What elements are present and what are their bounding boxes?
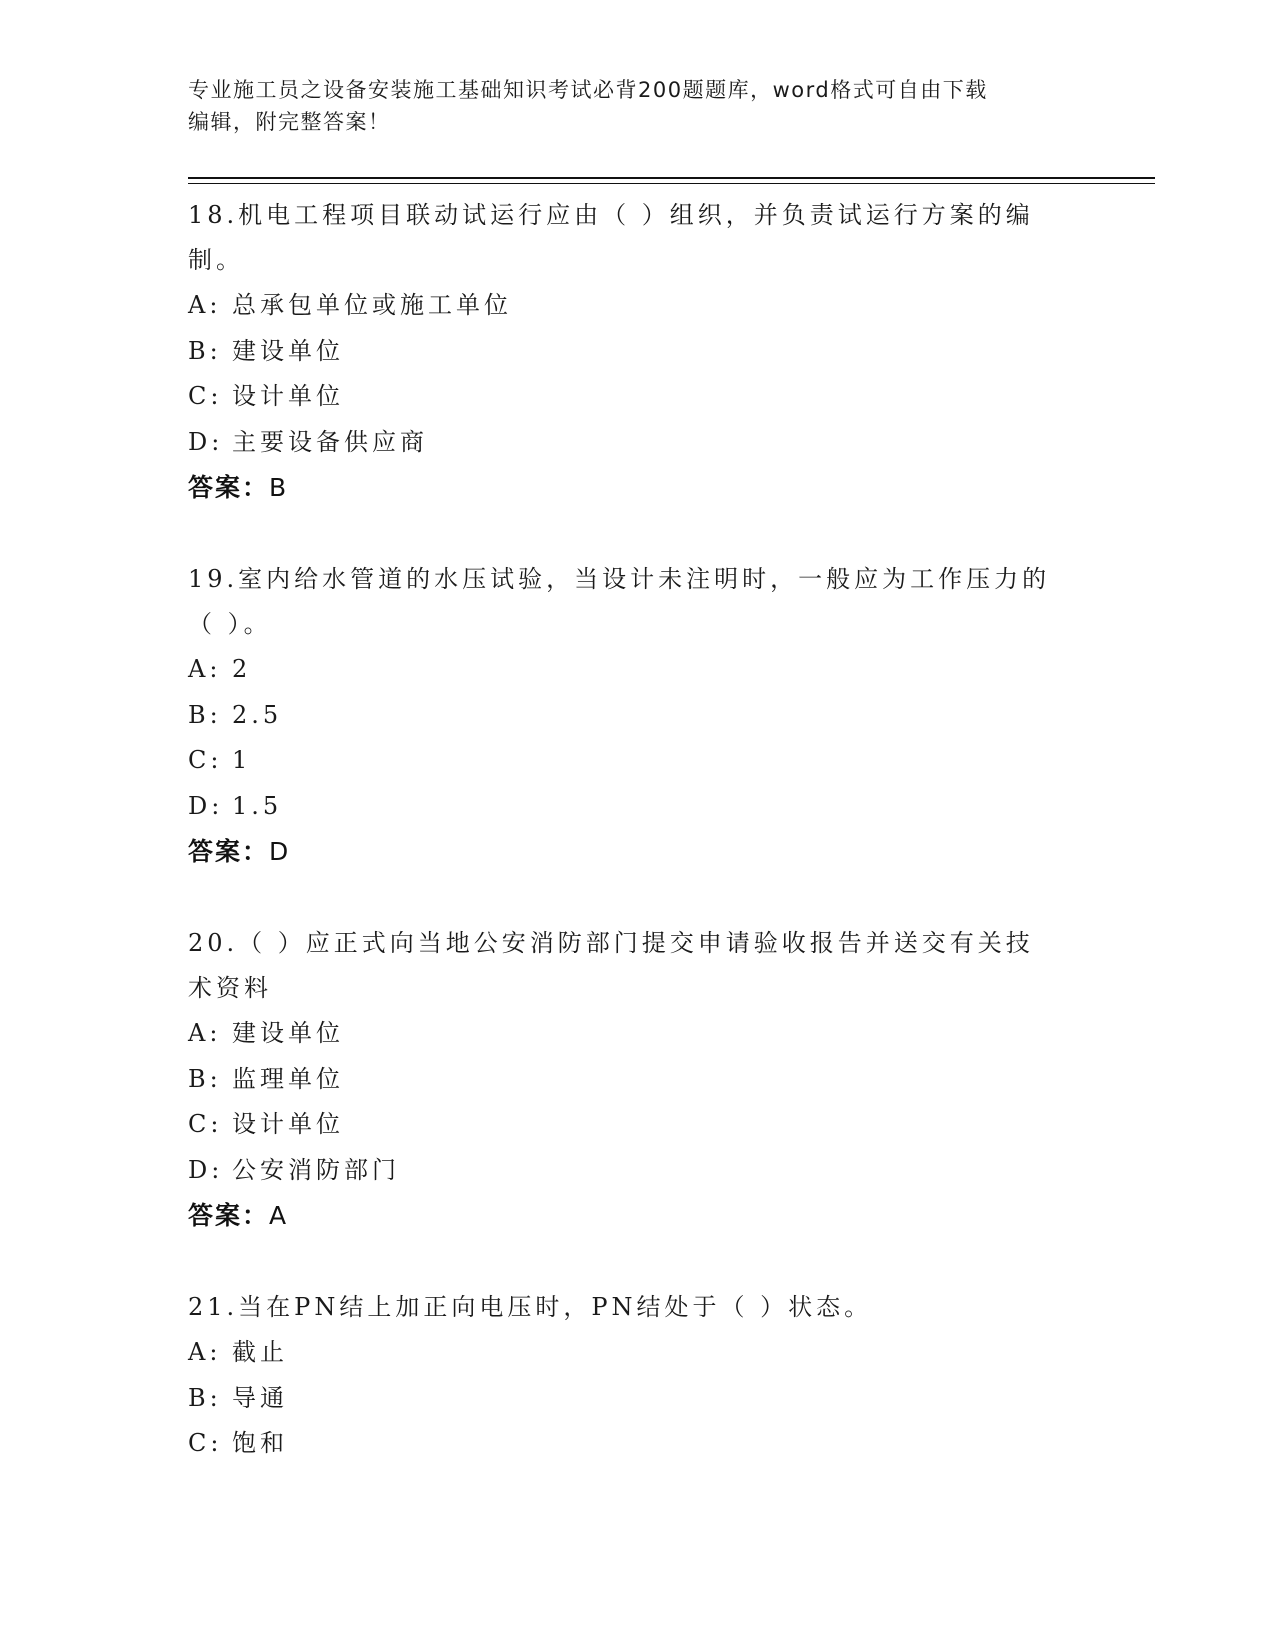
option-c (188, 1102, 1088, 1148)
question-list (188, 193, 1088, 1467)
option-text: 建设单位 (232, 1019, 344, 1047)
option-letter: A: (188, 291, 222, 319)
question-spacer (188, 874, 1088, 921)
option-text: 设计单位 (232, 382, 344, 410)
option-letter: B: (188, 336, 222, 365)
option-letter: B: (188, 1064, 222, 1093)
option-letter: B: (188, 700, 222, 729)
question-spacer (188, 510, 1088, 557)
answer-line (188, 829, 1088, 874)
answer-label: 答案： (188, 837, 270, 866)
question-19 (188, 557, 1088, 874)
question-20 (188, 921, 1088, 1238)
question-18 (188, 193, 1088, 510)
question-stem-line: 21.当在PN结上加正向电压时，PN结处于（ ）状态。 (188, 1293, 873, 1321)
header-line-1: 专业施工员之设备安装施工基础知识考试必背200题题库，word格式可自由下载 (188, 78, 988, 102)
option-a (188, 283, 1088, 329)
option-b (188, 693, 1088, 739)
option-text: 公安消防部门 (232, 1155, 400, 1184)
answer-value: B (269, 473, 289, 502)
option-c (188, 374, 1088, 420)
question-spacer (188, 1238, 1088, 1285)
option-a (188, 647, 1088, 693)
option-c (188, 1421, 1088, 1467)
header-divider-thick (188, 177, 1155, 179)
question-stem-line: 18.机电工程项目联动试运行应由（ ）组织，并负责试运行方案的编 (188, 201, 1034, 229)
option-letter: A: (188, 1338, 222, 1366)
question-stem-line: 19.室内给水管道的水压试验，当设计未注明时，一般应为工作压力的 (188, 565, 1051, 593)
option-letter: D: (188, 427, 224, 456)
answer-line (188, 1193, 1088, 1238)
option-text: 总承包单位或施工单位 (232, 291, 512, 319)
option-text: 建设单位 (232, 336, 344, 365)
question-stem (188, 921, 1068, 1011)
option-letter: B: (188, 1383, 222, 1412)
option-letter: C: (188, 1429, 223, 1457)
option-b (188, 329, 1088, 375)
option-text: 导通 (232, 1383, 288, 1412)
question-21 (188, 1285, 1088, 1467)
answer-value: A (269, 1201, 289, 1230)
option-text: 设计单位 (232, 1110, 344, 1138)
option-letter: A: (188, 655, 222, 683)
question-stem (188, 193, 1068, 283)
answer-label: 答案： (188, 473, 270, 502)
option-text: 2 (232, 655, 252, 683)
header-line-2: 编辑，附完整答案！ (188, 110, 391, 134)
option-a (188, 1011, 1088, 1057)
option-text: 1.5 (232, 791, 283, 820)
question-stem-line: 术资料 (188, 974, 272, 1002)
option-b (188, 1376, 1088, 1422)
option-text: 监理单位 (232, 1064, 344, 1093)
question-stem-line: （ ）。 (188, 610, 272, 638)
header-divider-thin (188, 183, 1155, 184)
option-text: 主要设备供应商 (232, 427, 428, 456)
option-letter: D: (188, 791, 224, 820)
answer-line (188, 465, 1088, 510)
document-header (188, 74, 1068, 138)
option-c (188, 738, 1088, 784)
question-stem (188, 557, 1068, 647)
answer-label: 答案： (188, 1201, 270, 1230)
option-text: 1 (232, 746, 252, 774)
option-letter: A: (188, 1019, 222, 1047)
option-a (188, 1330, 1088, 1376)
option-text: 饱和 (232, 1429, 288, 1457)
question-stem-line: 制。 (188, 246, 244, 274)
answer-value: D (269, 837, 291, 866)
option-letter: C: (188, 1110, 223, 1138)
option-d (188, 1148, 1088, 1194)
option-letter: D: (188, 1155, 224, 1184)
option-d (188, 784, 1088, 830)
option-b (188, 1057, 1088, 1103)
question-stem-line: 20.（ ）应正式向当地公安消防部门提交申请验收报告并送交有关技 (188, 929, 1034, 957)
option-d (188, 420, 1088, 466)
option-letter: C: (188, 746, 223, 774)
option-letter: C: (188, 382, 223, 410)
option-text: 截止 (232, 1338, 288, 1366)
question-stem (188, 1285, 1068, 1330)
option-text: 2.5 (232, 700, 283, 729)
